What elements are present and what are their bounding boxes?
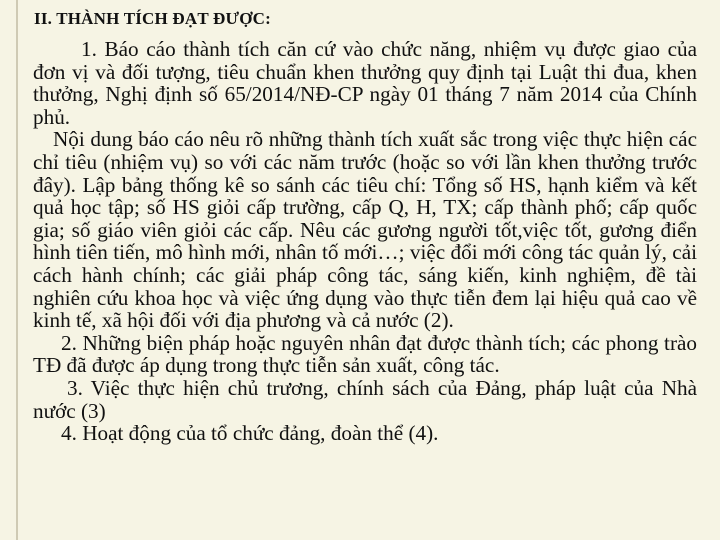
paragraph-4: 3. Việc thực hiện chủ trương, chính sách của Đảng, pháp luật của Nhà nước (3) bbox=[33, 375, 697, 423]
paragraph-3: 2. Những biện pháp hoặc nguyên nhân đạt được thành tích; các phong trào TĐ đã được áp dụng trong thực tiễn sản xuất, công tác. bbox=[33, 330, 697, 378]
left-border-rule bbox=[16, 0, 18, 540]
paragraph-2: Nội dung báo cáo nêu rõ những thành tích xuất sắc trong việc thực hiện các chỉ tiêu (nhiệm vụ) so với các năm trước (hoặc so với lần khen thưởng trước đây). Lập bảng thống kê so sánh các tiêu chí: Tổng số HS, hạnh kiểm và kết quả học tập; số HS giỏi cấp trường, cấp Q, H, TX; cấp thành phố; cấp quốc gia; số giáo viên giỏi các cấp. Nêu các gương người tốt,việc tốt, gương điển hình tiên tiến, mô hình mới, nhân tố mới…; việc đổi mới công tác quản lý, cải cách hành chính; các giải pháp công tác, sáng kiến, kinh nghiệm, đề tài nghiên cứu khoa học và việc ứng dụng vào thực tiễn đem lại hiệu quả cao về kinh tế, xã hội đối với địa phương và cả nước (2). bbox=[33, 127, 697, 333]
paragraph-5: 4. Hoạt động của tổ chức đảng, đoàn thể (4). bbox=[61, 421, 439, 446]
paragraph-1: 1. Báo cáo thành tích căn cứ vào chức năng, nhiệm vụ được giao của đơn vị và đối tượng, tiêu chuẩn khen thưởng quy định tại Luật thi đua, khen thưởng, Nghị định số 65/2014/NĐ-CP ngày 01 tháng 7 năm 2014 của Chính phủ. bbox=[33, 37, 697, 129]
body-text bbox=[33, 38, 697, 445]
section-heading: II. THÀNH TÍCH ĐẠT ĐƯỢC: bbox=[34, 9, 272, 28]
